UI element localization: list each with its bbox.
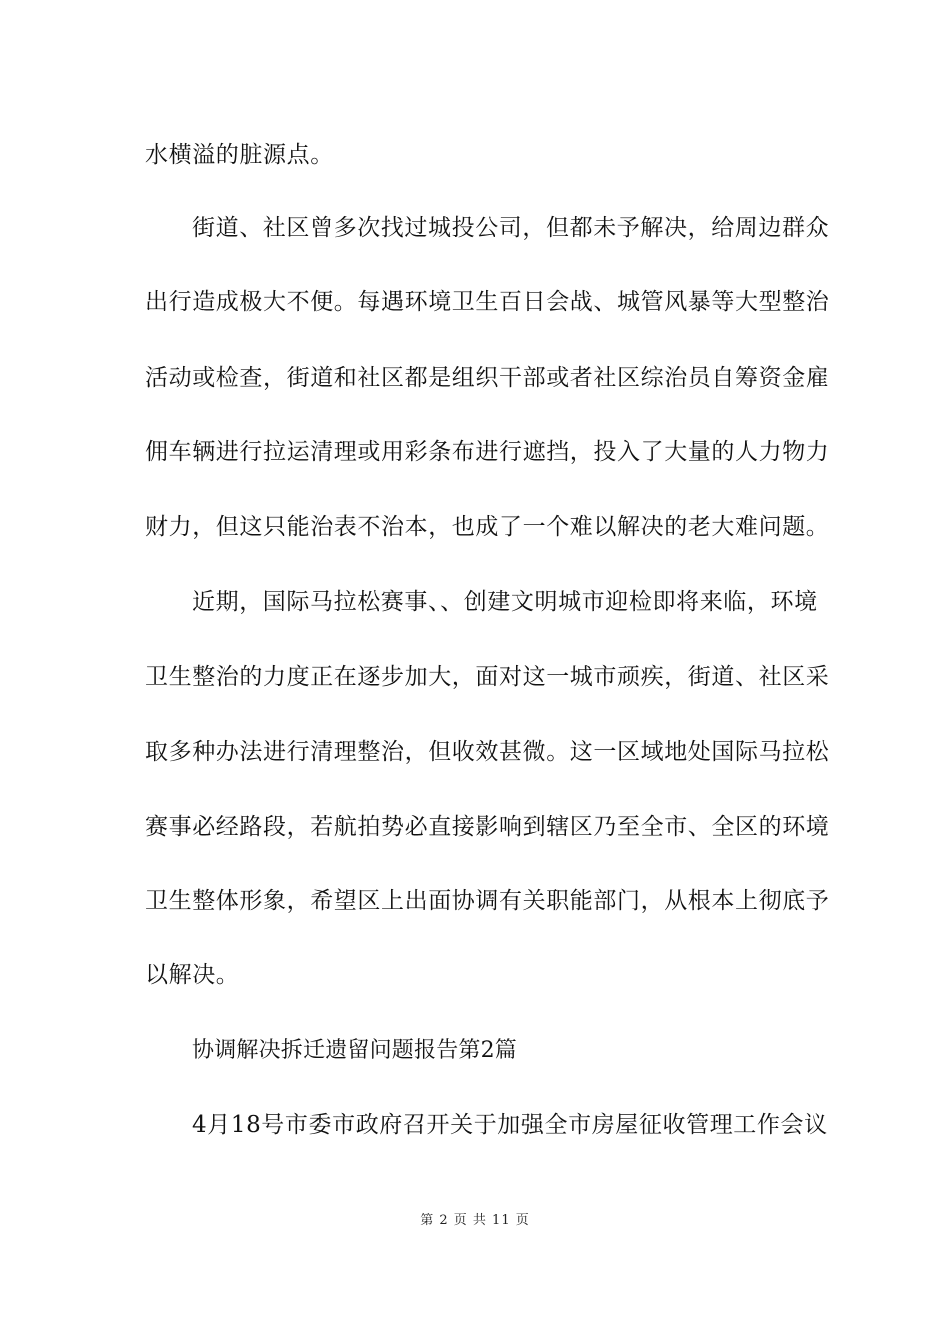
paragraph-line: 近期，国际马拉松赛事、、创建文明城市迎检即将来临，环境 [192, 589, 818, 615]
page-number-footer: 第 2 页 共 11 页 [420, 1213, 530, 1228]
paragraph-line: 取多种办法进行清理整治，但收效甚微。这一区域地处国际马拉松 [145, 739, 830, 765]
paragraph-line: 以解决。 [145, 962, 240, 988]
paragraph-line: 佣车辆进行拉运清理或用彩条布进行遮挡，投入了大量的人力物力 [145, 439, 830, 465]
paragraph-line: 出行造成极大不便。每遇环境卫生百日会战、城管风暴等大型整治 [145, 289, 830, 315]
paragraph-line: 卫生整体形象，希望区上出面协调有关职能部门，从根本上彻底予 [145, 888, 830, 914]
paragraph-line: 水横溢的脏源点。 [145, 142, 334, 168]
section-heading: 协调解决拆迁遗留问题报告第2篇 [192, 1038, 517, 1063]
paragraph-line: 财力，但这只能治表不治本，也成了一个难以解决的老大难问题。 [145, 514, 830, 540]
paragraph-line: 赛事必经路段，若航拍势必直接影响到辖区乃至全市、全区的环境 [145, 814, 830, 840]
paragraph-line: 活动或检查，街道和社区都是组织干部或者社区综治员自筹资金雇 [145, 365, 830, 391]
paragraph-line: 街道、社区曾多次找过城投公司，但都未予解决，给周边群众 [192, 215, 830, 241]
paragraph-line: 卫生整治的力度正在逐步加大，面对这一城市顽疾，街道、社区采 [145, 664, 830, 690]
paragraph-line: 4月18号市委市政府召开关于加强全市房屋征收管理工作会议 [192, 1112, 828, 1138]
